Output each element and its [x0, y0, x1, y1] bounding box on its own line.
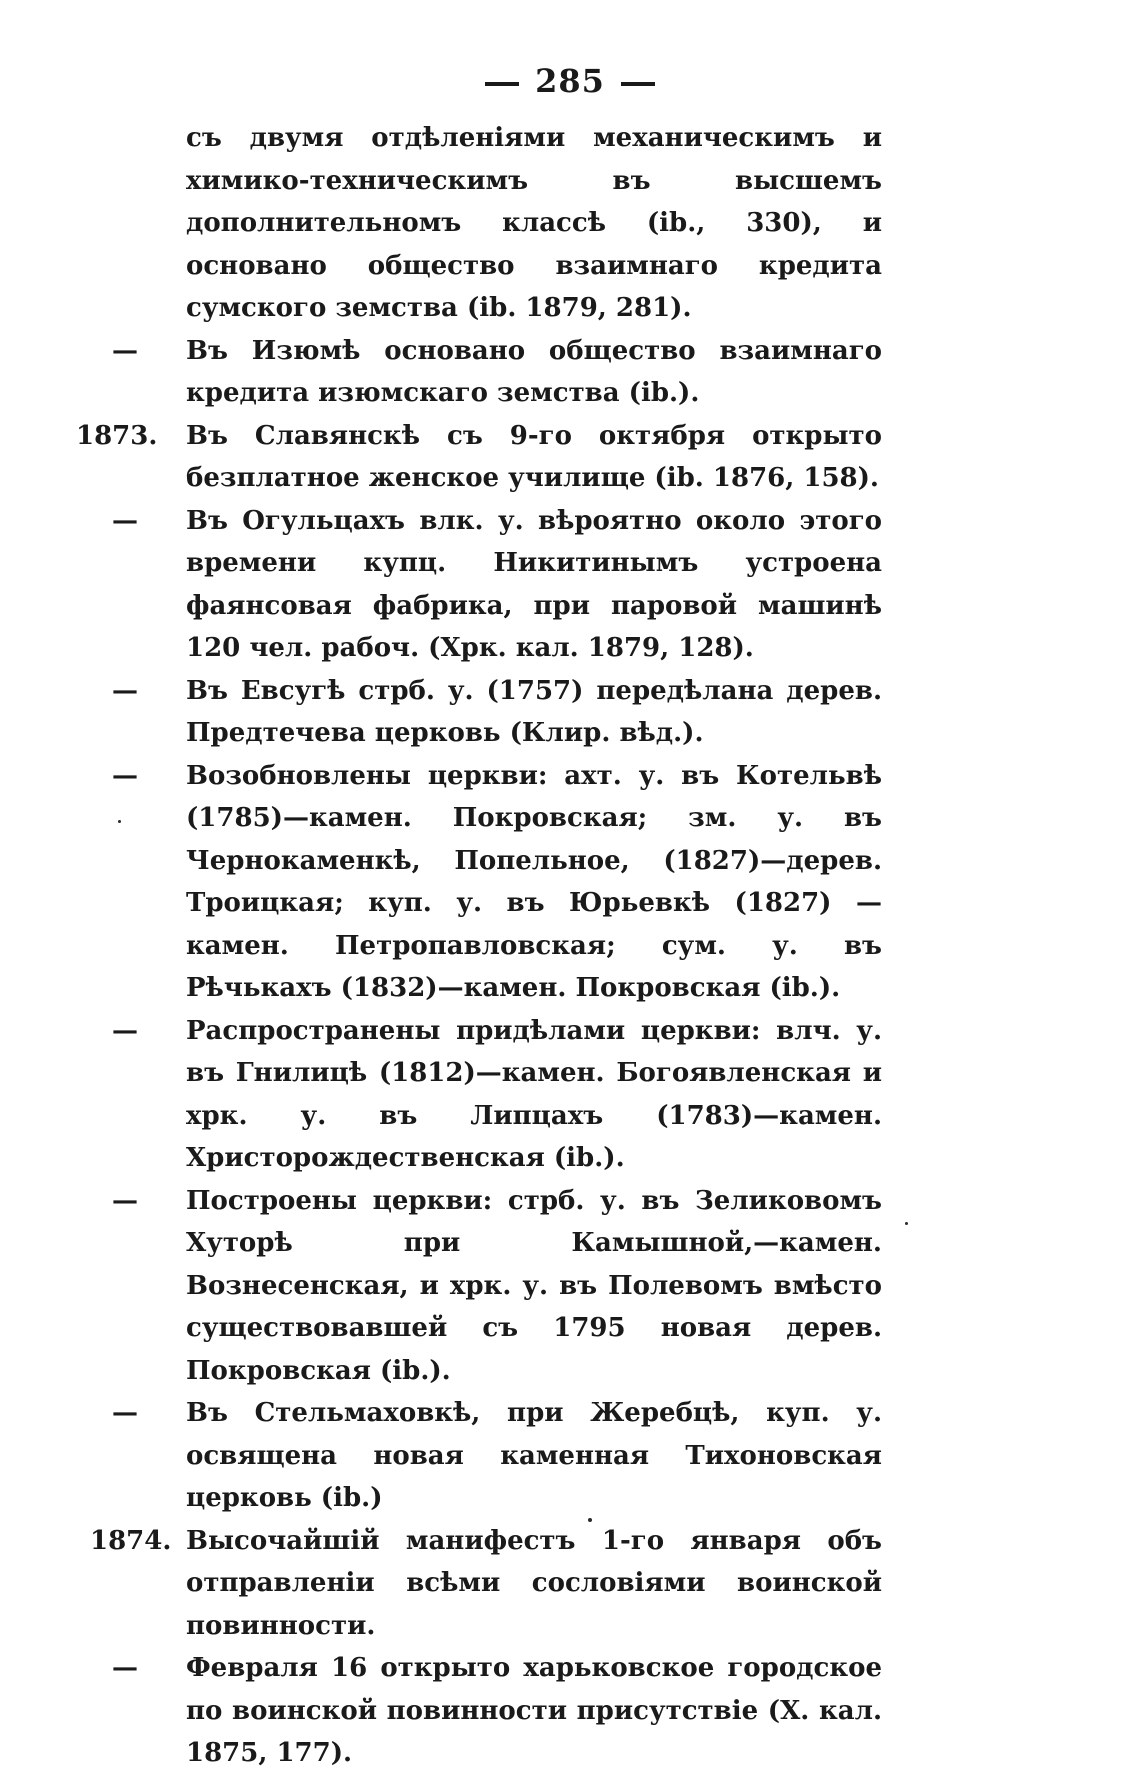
chronicle-entry [0, 330, 1140, 415]
entry-text: Въ Евсугѣ стрб. у. (1757) передѣлана дерев. Предтечева церковь (Клир. вѣд.). [186, 675, 882, 748]
entry-text: Возобновлены церкви: ахт. у. въ Котельвѣ (1785)—камен. Покровская; зм. у. въ Чернокаменкѣ, Попельное, (1827)—дерев. Троицкая; куп. у. въ Юрьевкѣ (1827) — камен. Петропавловская; сум. у. въ Рѣчькахъ (1832)—камен. Покровская (ib.). [186, 760, 882, 1003]
entry-dash-label: — [112, 1015, 138, 1046]
entry-dash-label: — [112, 505, 138, 536]
chronicle-entry [0, 1180, 1140, 1393]
entry-text: Въ Изюмѣ основано общество взаимнаго кредита изюмскаго земства (ib.). [186, 335, 882, 408]
entry-text: Въ Славянскѣ съ 9-го октября открыто безплатное женское училище (ib. 1876, 158). [186, 420, 882, 493]
entry-dash-label: — [112, 675, 138, 706]
chronicle-entry [0, 1392, 1140, 1520]
entry-dash-label: — [112, 760, 138, 791]
entry-year-label: 1874. [90, 1525, 172, 1556]
page-number-header [0, 62, 1140, 100]
entry-text: Февраля 16 открыто харьковское городское по воинской повинности присутствіе (Х. кал. 1875, 177). [186, 1653, 882, 1768]
chronicle-entry [0, 1647, 1140, 1775]
chronicle-entry [0, 670, 1140, 755]
chronicle-entry [0, 415, 1140, 500]
entry-dash-label: — [112, 335, 138, 366]
entry-text: съ двумя отдѣленіями механическимъ и химико-техническимъ въ высшемъ дополнительномъ классѣ (ib., 330), и основано общество взаимнаго кредита сумского земства (ib. 1879, 281). [186, 123, 882, 323]
chronicle-entry [0, 755, 1140, 1010]
header-dash-left [485, 82, 519, 86]
chronicle-entry [0, 1520, 1140, 1648]
chronicle-entries [0, 117, 1140, 1775]
entry-text: Въ Огульцахъ влк. у. вѣроятно около этого времени купц. Никитинымъ устроена фаянсовая фабрика, при паровой машинѣ 120 чел. рабоч. (Хрк. кал. 1879, 128). [186, 505, 882, 663]
entry-dash-label: — [112, 1653, 138, 1683]
entry-text: Высочайшій манифестъ 1-го января объ отправленіи всѣми сословіями воинской повинности. [186, 1525, 882, 1641]
entry-text: Построены церкви: стрб. у. въ Зеликовомъ Хуторѣ при Камышной,—камен. Вознесенская, и хрк. у. въ Полевомъ вмѣсто существовавшей съ 1795 новая дерев. Покровская (ib.). [186, 1185, 882, 1386]
chronicle-entry [0, 117, 1140, 330]
entry-text: Распространены придѣлами церкви: влч. у. въ Гнилицѣ (1812)—камен. Богоявленская и хрк. у. въ Липцахъ (1783)—камен. Христорождественская (ib.). [186, 1015, 882, 1173]
entry-year-label: 1873. [76, 420, 158, 451]
entry-dash-label: — [112, 1398, 138, 1428]
chronicle-entry [0, 500, 1140, 670]
entry-text: Въ Стельмаховкѣ, при Жеребцѣ, куп. у. освящена новая каменная Тихоновская церковь (ib.) [186, 1398, 882, 1513]
page-number: 285 [535, 62, 605, 100]
chronicle-entry [0, 1010, 1140, 1180]
header-dash-right [621, 82, 655, 86]
entry-dash-label: — [112, 1185, 138, 1216]
